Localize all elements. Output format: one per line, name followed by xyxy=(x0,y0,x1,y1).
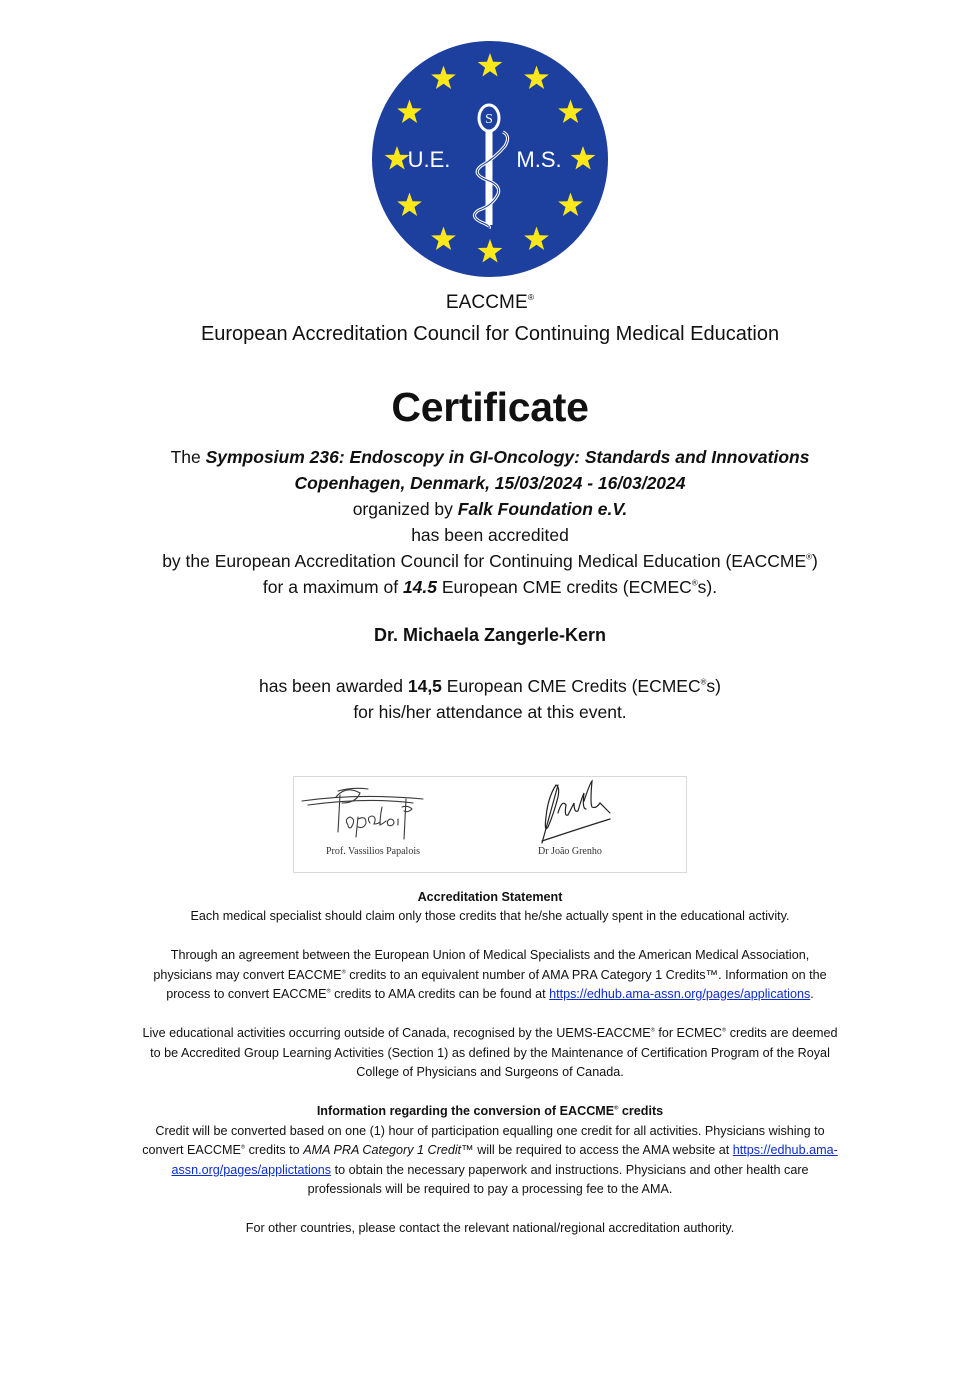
accreditation-statement-heading: Accreditation Statement xyxy=(417,890,563,904)
event-name: Symposium 236: Endoscopy in GI-Oncology: Standards and Innovations xyxy=(205,447,810,467)
recipient-name: Dr. Michaela Zangerle-Kern xyxy=(373,625,607,645)
ama-website-link-continued[interactable]: assn.org/pages/applictations xyxy=(171,1163,332,1177)
organizer-name: Falk Foundation e.V. xyxy=(457,499,628,519)
handwritten-signature-icon xyxy=(538,777,678,847)
awarded-credits-value: 14,5 xyxy=(407,676,442,696)
ama-agreement-line-1: Through an agreement between the European Union of Medical Specialists and the American Medical Association, xyxy=(170,948,810,962)
max-credits-value: 14.5 xyxy=(402,577,438,597)
org-full-name: European Accreditation Council for Continuing Medical Education xyxy=(200,323,780,345)
canada-line-3: College of Physicians and Surgeons of Canada. xyxy=(356,1065,624,1079)
signature-papalois xyxy=(298,777,478,872)
attendance-line: for his/her attendance at this event. xyxy=(353,702,627,722)
uems-logo xyxy=(371,40,609,278)
accreditation-statement-text: Each medical specialist should claim only those credits that he/she actually spent in the educational activity. xyxy=(190,909,790,923)
event-location-dates: Copenhagen, Denmark, 15/03/2024 - 16/03/2024 xyxy=(294,473,686,493)
signatory-name: Dr João Grenho xyxy=(538,846,602,857)
logo-text-left: U.E. xyxy=(407,147,451,172)
org-abbreviation: EACCME® xyxy=(445,291,535,313)
ama-applications-link[interactable]: https://edhub.ama-assn.org/pages/applications xyxy=(549,987,811,1001)
signatory-name: Prof. Vassilios Papalois xyxy=(326,846,420,857)
max-credits-line: for a maximum of 14.5 European CME credits (ECMEC®s). xyxy=(262,577,718,597)
canada-line-2: to be Accredited Group Learning Activities (Section 1) as defined by the Maintenance of Certification Program of the Royal xyxy=(150,1046,830,1060)
signature-grenho xyxy=(538,777,718,872)
ama-agreement-line-3: process to convert EACCME® credits to AMA credits can be found at https://edhub.ama-assn.org/pages/applications. xyxy=(166,987,814,1001)
conversion-heading: Information regarding the conversion of EACCME® credits xyxy=(316,1104,664,1118)
other-countries-note: For other countries, please contact the relevant national/regional accreditation authority. xyxy=(245,1221,735,1235)
handwritten-signature-icon xyxy=(298,777,478,847)
accredited-line: has been accredited xyxy=(411,525,569,545)
accreditor-line: by the European Accreditation Council for Continuing Medical Education (EACCME®) xyxy=(162,551,818,571)
svg-text:S: S xyxy=(485,112,493,127)
event-line: The Symposium 236: Endoscopy in GI-Oncology: Standards and Innovations xyxy=(170,447,810,467)
logo-text-right: M.S. xyxy=(516,147,562,172)
conversion-line-3: assn.org/pages/applictations to obtain the necessary paperwork and instructions. Physicians and other health care xyxy=(171,1163,809,1177)
conversion-line-2: convert EACCME® credits to AMA PRA Category 1 Credit™ will be required to access the AMA website at https://edhub.ama- xyxy=(142,1143,838,1157)
ama-website-link[interactable]: https://edhub.ama- xyxy=(732,1143,838,1157)
conversion-line-4: professionals will be required to pay a processing fee to the AMA. xyxy=(307,1182,673,1196)
awarded-credits-line: has been awarded 14,5 European CME Credits (ECMEC®s) xyxy=(258,676,721,696)
certificate-title: Certificate xyxy=(391,384,589,430)
uems-emblem-icon xyxy=(371,40,609,278)
canada-line-1: Live educational activities occurring outside of Canada, recognised by the UEMS-EACCME® for ECMEC® credits are deemed xyxy=(142,1026,838,1040)
organizer-line: organized by Falk Foundation e.V. xyxy=(352,499,628,519)
conversion-line-1: Credit will be converted based on one (1) hour of participation equalling one credit for all activities. Physicians wishing to xyxy=(155,1124,825,1138)
ama-agreement-line-2: physicians may convert EACCME® credits to an equivalent number of AMA PRA Category 1 Credits™. Information on the xyxy=(153,968,827,982)
signature-box xyxy=(293,776,687,873)
